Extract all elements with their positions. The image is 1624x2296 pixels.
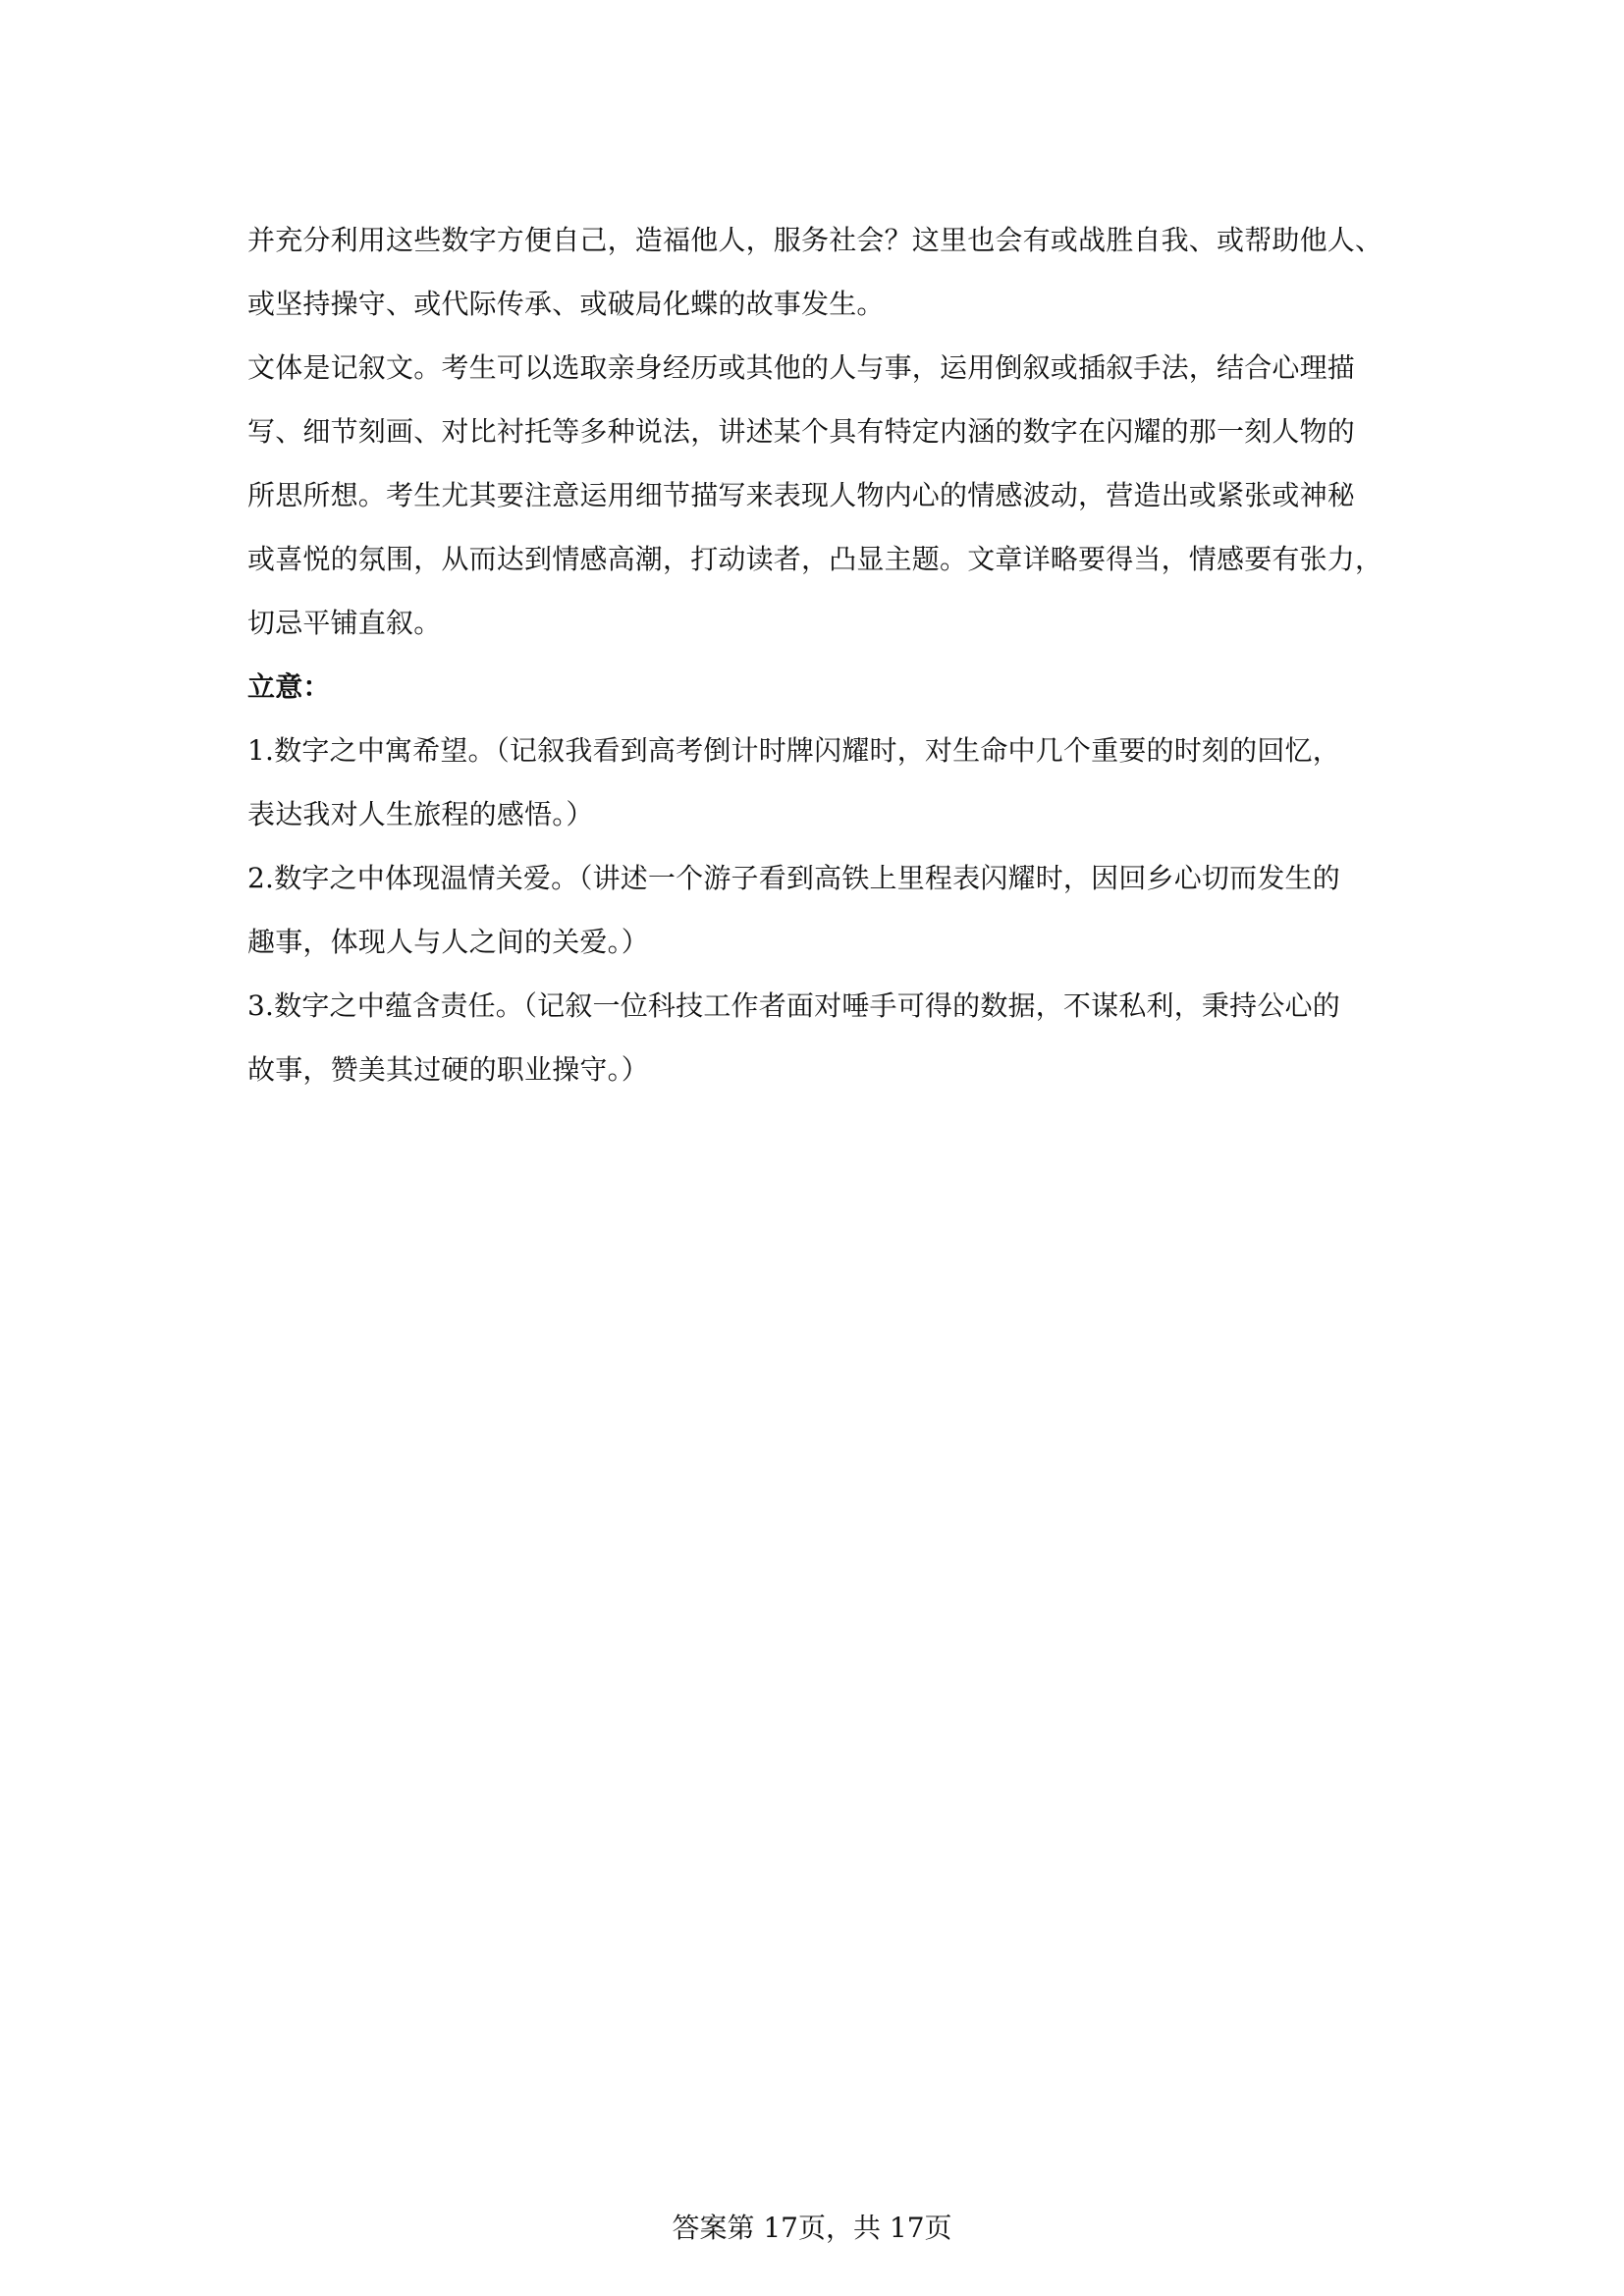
page-footer: 答案第 17页，共 17页 — [672, 2212, 952, 2244]
text-line: 故事，赞美其过硬的职业操守。） — [247, 1053, 650, 1086]
text-line: 所思所想。考生尤其要注意运用细节描写来表现人物内心的情感波动，营造出或紧张或神秘 — [247, 479, 1356, 511]
idea-item-3 — [247, 974, 1391, 1101]
text-line: 3.数字之中蕴含责任。（记叙一位科技工作者面对唾手可得的数据，不谋私利，秉持公心的 — [247, 989, 1340, 1022]
text-line: 2.数字之中体现温情关爱。（讲述一个游子看到高铁上里程表闪耀时，因回乡心切而发生的 — [247, 862, 1340, 894]
paragraph-genre-guidance — [247, 336, 1391, 655]
text-line: 或喜悦的氛围，从而达到情感高潮，打动读者，凸显主题。文章详略要得当，情感要有张力， — [247, 543, 1383, 575]
text-line: 文体是记叙文。考生可以选取亲身经历或其他的人与事，运用倒叙或插叙手法，结合心理描 — [247, 351, 1356, 384]
text-line: 并充分利用这些数字方便自己，造福他人，服务社会？这里也会有或战胜自我、或帮助他人、 — [247, 224, 1383, 256]
text-line: 或坚持操守、或代际传承、或破局化蝶的故事发生。 — [247, 288, 885, 320]
text-line: 切忌平铺直叙。 — [247, 607, 442, 639]
text-line: 表达我对人生旅程的感悟。） — [247, 798, 594, 830]
idea-item-1 — [247, 719, 1391, 846]
paragraph-digital-use — [247, 208, 1391, 336]
text-line: 趣事，体现人与人之间的关爱。） — [247, 926, 650, 958]
section-heading: 立意： — [247, 670, 331, 703]
document-body — [247, 208, 1391, 1101]
idea-item-2 — [247, 846, 1391, 974]
text-line: 写、细节刻画、对比衬托等多种说法，讲述某个具有特定内涵的数字在闪耀的那一刻人物的 — [247, 415, 1356, 448]
text-line: 1.数字之中寓希望。（记叙我看到高考倒计时牌闪耀时，对生命中几个重要的时刻的回忆， — [247, 734, 1340, 767]
